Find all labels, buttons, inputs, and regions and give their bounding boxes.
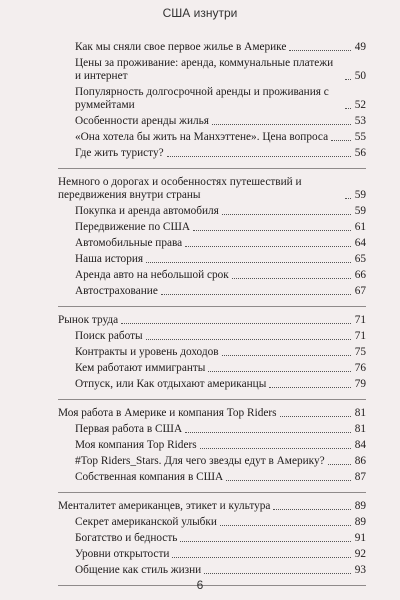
toc-entry-label: Поиск работы [75, 330, 143, 342]
toc-page-number: 76 [354, 362, 366, 374]
toc-page-number: 84 [354, 439, 366, 451]
toc-page-number: 66 [354, 269, 366, 281]
toc-entry-label: #Top Riders_Stars. Для чего звезды едут в Америку? [75, 455, 325, 467]
toc-section-title-label: Менталитет американцев, этикет и культура [58, 500, 271, 512]
toc-page-number: 52 [354, 99, 366, 111]
toc-page-number: 55 [354, 131, 366, 143]
toc-entry-label: Автомобильные права [75, 237, 183, 249]
toc-page-number: 91 [354, 532, 366, 544]
dot-leader [172, 557, 351, 558]
toc-section-title[interactable] [58, 176, 366, 202]
toc-entry-label: Покупка и аренда автомобиля [75, 205, 219, 217]
dot-leader [193, 230, 351, 231]
dot-leader [121, 323, 351, 324]
toc-section-title[interactable] [58, 314, 366, 327]
toc-page-number: 59 [354, 205, 366, 217]
dot-leader [222, 355, 351, 356]
toc-entry-label: Первая работа в США [75, 423, 183, 435]
dot-leader [200, 448, 351, 449]
toc-entry[interactable] [75, 237, 366, 250]
toc-entry[interactable] [75, 362, 366, 375]
toc-entry[interactable] [75, 548, 366, 561]
toc-page-number: 56 [354, 147, 366, 159]
toc-page-number: 93 [354, 564, 366, 576]
dot-leader [161, 294, 351, 295]
toc-entry-label: Секрет американской улыбки [75, 516, 217, 528]
dot-leader [222, 214, 351, 215]
toc-page-number: 67 [354, 285, 366, 297]
toc-section-title[interactable] [58, 500, 366, 513]
toc-entry[interactable] [75, 221, 366, 234]
toc-entry[interactable] [75, 41, 366, 54]
toc-page-number: 59 [354, 189, 366, 201]
toc-entry[interactable] [75, 378, 366, 391]
toc-entry-label: Моя компания Top Riders [75, 439, 197, 451]
toc-page-number: 79 [354, 378, 366, 390]
toc-entry-label: Контракты и уровень доходов [75, 346, 219, 358]
toc-section-title-label: Рынок труда [58, 314, 119, 326]
toc-entry[interactable] [75, 532, 366, 545]
dot-leader [232, 278, 351, 279]
toc-section-title[interactable] [58, 407, 366, 420]
toc-page-number: 81 [354, 407, 366, 419]
toc-page-number: 89 [354, 500, 366, 512]
toc-page-number: 53 [354, 115, 366, 127]
toc-page-number: 71 [354, 330, 366, 342]
toc-entry[interactable] [75, 131, 366, 144]
toc-page-number: 64 [354, 237, 366, 249]
dot-leader [328, 464, 351, 465]
toc-entry[interactable] [75, 423, 366, 436]
toc-page-number: 75 [354, 346, 366, 358]
toc-entry[interactable] [75, 471, 366, 484]
running-head: США изнутри [162, 6, 238, 20]
dot-leader [212, 124, 351, 125]
toc-page-number: 71 [354, 314, 366, 326]
toc-entry[interactable] [75, 253, 366, 266]
dot-leader [289, 50, 351, 51]
toc-section [58, 169, 366, 307]
toc-entry-label: «Она хотела бы жить на Манхэттене». Цена вопроса [75, 131, 329, 143]
toc-entry[interactable] [75, 269, 366, 282]
dot-leader [273, 509, 351, 510]
toc-entry[interactable] [75, 330, 366, 343]
dot-leader [345, 108, 351, 109]
dot-leader [180, 541, 351, 542]
dot-leader [146, 339, 351, 340]
toc-page-number: 65 [354, 253, 366, 265]
toc-section [58, 493, 366, 586]
toc-entry-label: Как мы сняли свое первое жилье в Америке [75, 41, 287, 53]
toc-page-number: 87 [354, 471, 366, 483]
dot-leader [146, 262, 351, 263]
toc-entry[interactable] [75, 439, 366, 452]
dot-leader [185, 246, 351, 247]
toc-entry-label: Общение как стиль жизни [75, 564, 202, 576]
toc-entry-label: Популярность долгосрочной аренды и проживания с руммейтами [75, 86, 329, 111]
toc-section [58, 400, 366, 493]
toc-page-number: 86 [354, 455, 366, 467]
dot-leader [208, 371, 351, 372]
toc-entry-label: Цены за проживание: аренда, коммунальные платежи и интернет [75, 57, 334, 82]
toc-page-number: 81 [354, 423, 366, 435]
toc-entry-label: Отпуск, или Как отдыхают американцы [75, 378, 267, 390]
dot-leader [280, 416, 351, 417]
toc-page-number: 89 [354, 516, 366, 528]
toc-entry-label: Аренда авто на небольшой срок [75, 269, 229, 281]
toc-entry[interactable] [75, 205, 366, 218]
toc-entry-label: Особенности аренды жилья [75, 115, 209, 127]
dot-leader [331, 140, 351, 141]
toc-section-title-label: Моя работа в Америке и компания Top Riders [58, 407, 277, 419]
toc-entry-label: Богатство и бедность [75, 532, 178, 544]
toc-entry[interactable] [75, 346, 366, 359]
dot-leader [204, 573, 351, 574]
toc-section [58, 41, 366, 169]
toc-entry[interactable] [75, 57, 366, 83]
toc-entry[interactable] [75, 564, 366, 577]
dot-leader [220, 525, 351, 526]
dot-leader [269, 387, 351, 388]
toc-section [58, 307, 366, 400]
toc-page-number: 49 [354, 41, 366, 53]
toc-page-number: 50 [354, 70, 366, 82]
toc-entry-label: Передвижение по США [75, 221, 191, 233]
toc-entry-label: Автострахование [75, 285, 158, 297]
toc-entry[interactable] [75, 115, 366, 128]
toc-entry-label: Кем работают иммигранты [75, 362, 206, 374]
dot-leader [185, 432, 351, 433]
toc-entry-label: Где жить туристу? [75, 147, 164, 159]
dot-leader [167, 156, 351, 157]
toc-page-number: 61 [354, 221, 366, 233]
toc-entry[interactable] [75, 516, 366, 529]
toc-entry[interactable] [75, 86, 366, 112]
toc-entry[interactable] [75, 285, 366, 298]
table-of-contents [58, 41, 366, 586]
dot-leader [345, 198, 351, 199]
page-number: 6 [196, 578, 204, 592]
toc-entry-label: Собственная компания в США [75, 471, 224, 483]
toc-page-number: 92 [354, 548, 366, 560]
toc-section-title-label: Немного о дорогах и особенностях путешествий и передвижения внутри страны [58, 176, 302, 201]
toc-entry[interactable] [75, 455, 366, 468]
dot-leader [226, 480, 351, 481]
toc-entry-label: Наша история [75, 253, 144, 265]
toc-entry[interactable] [75, 147, 366, 160]
toc-entry-label: Уровни открытости [75, 548, 170, 560]
dot-leader [345, 79, 351, 80]
